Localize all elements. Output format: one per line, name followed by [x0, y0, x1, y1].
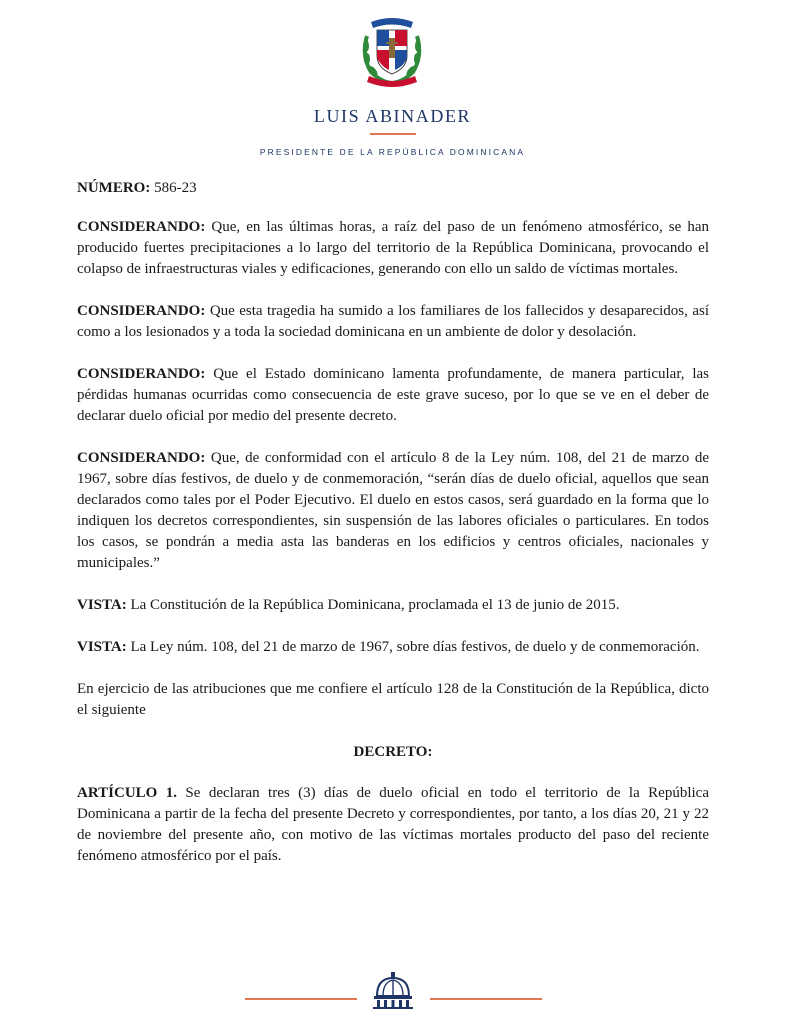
considerando-label: CONSIDERANDO:: [77, 366, 206, 382]
vista-text: La Ley núm. 108, del 21 de marzo de 1967, sobre días festivos, de duelo y de conmemoración.: [130, 639, 700, 655]
president-name: LUIS ABINADER: [313, 106, 472, 126]
considerando-text: Que el Estado dominicano lamenta profundamente, de manera particular, las pérdidas humanas ocurridas como consecuencia de este grave suceso, por lo que se ve en el deber de declarar duelo oficial por medio del presente decreto.: [77, 366, 709, 424]
considerando-label: CONSIDERANDO:: [77, 303, 206, 319]
vista-text: La Constitución de la República Dominicana, proclamada el 13 de junio de 2015.: [130, 597, 620, 613]
considerando-label: CONSIDERANDO:: [77, 219, 206, 235]
vista-paragraph: [77, 595, 709, 616]
considerando-text: Que esta tragedia ha sumido a los familiares de los fallecidos y desaparecidos, así como a los lesionados y a toda la sociedad dominicana en un ambiente de dolor y desolación.: [77, 303, 709, 340]
considerando-paragraph: [77, 217, 709, 280]
footer-rule-right: [430, 998, 542, 1000]
president-title: PRESIDENTE DE LA REPÚBLICA DOMINICANA: [259, 147, 526, 157]
name-underline: [370, 133, 416, 135]
decree-body: [77, 178, 709, 888]
coat-of-arms-icon: [357, 12, 427, 88]
article-paragraph: [77, 783, 709, 867]
letterhead: [0, 0, 785, 170]
considerando-paragraph: [77, 448, 709, 574]
page-footer: [0, 965, 785, 1015]
considerando-text: Que, de conformidad con el artículo 8 de la Ley núm. 108, del 21 de marzo de 1967, sobre días festivos, de duelo y de conmemoración, “serán días de duelo oficial, aquellos que sean declarados como tales por el Poder Ejecutivo. El duelo en estos casos, será guardado en la forma que lo indiquen los decretos correspondientes, sin suspensión de las labores oficiales o particulares. En todos los casos, se pondrán a media asta las banderas en los edificios y centros oficiales, nacionales y municipales.”: [77, 450, 709, 571]
decree-number: [77, 178, 709, 199]
vista-label: VISTA:: [77, 597, 127, 613]
vista-paragraph: [77, 637, 709, 658]
article-label: ARTÍCULO 1.: [77, 785, 177, 801]
footer-rule-left: [245, 998, 357, 1000]
decree-heading: DECRETO:: [353, 744, 433, 760]
article-text: Se declaran tres (3) días de duelo oficial en todo el territorio de la República Dominicana a partir de la fecha del presente Decreto y correspondientes, por tanto, a los días 20, 21 y 22 de noviembre del presente año, con motivo de las víctimas mortales producto del paso del reciente fenómeno atmosférico por el país.: [77, 785, 709, 864]
exercise-paragraph: En ejercicio de las atribuciones que me confiere el artículo 128 de la Constitución de la República, dicto el siguiente: [77, 681, 709, 718]
considerando-label: CONSIDERANDO:: [77, 450, 206, 466]
decree-number-value: 586-23: [154, 180, 197, 196]
considerando-paragraph: [77, 301, 709, 343]
decree-number-label: NÚMERO:: [77, 180, 151, 196]
considerando-paragraph: [77, 364, 709, 427]
palace-dome-icon: [371, 970, 415, 1010]
considerando-text: Que, en las últimas horas, a raíz del paso de un fenómeno atmosférico, se han producido fuertes precipitaciones a lo largo del territorio de la República Dominicana, provocando el colapso de infraestructuras viales y edificaciones, generando con ello un saldo de víctimas mortales.: [77, 219, 710, 277]
vista-label: VISTA:: [77, 639, 127, 655]
